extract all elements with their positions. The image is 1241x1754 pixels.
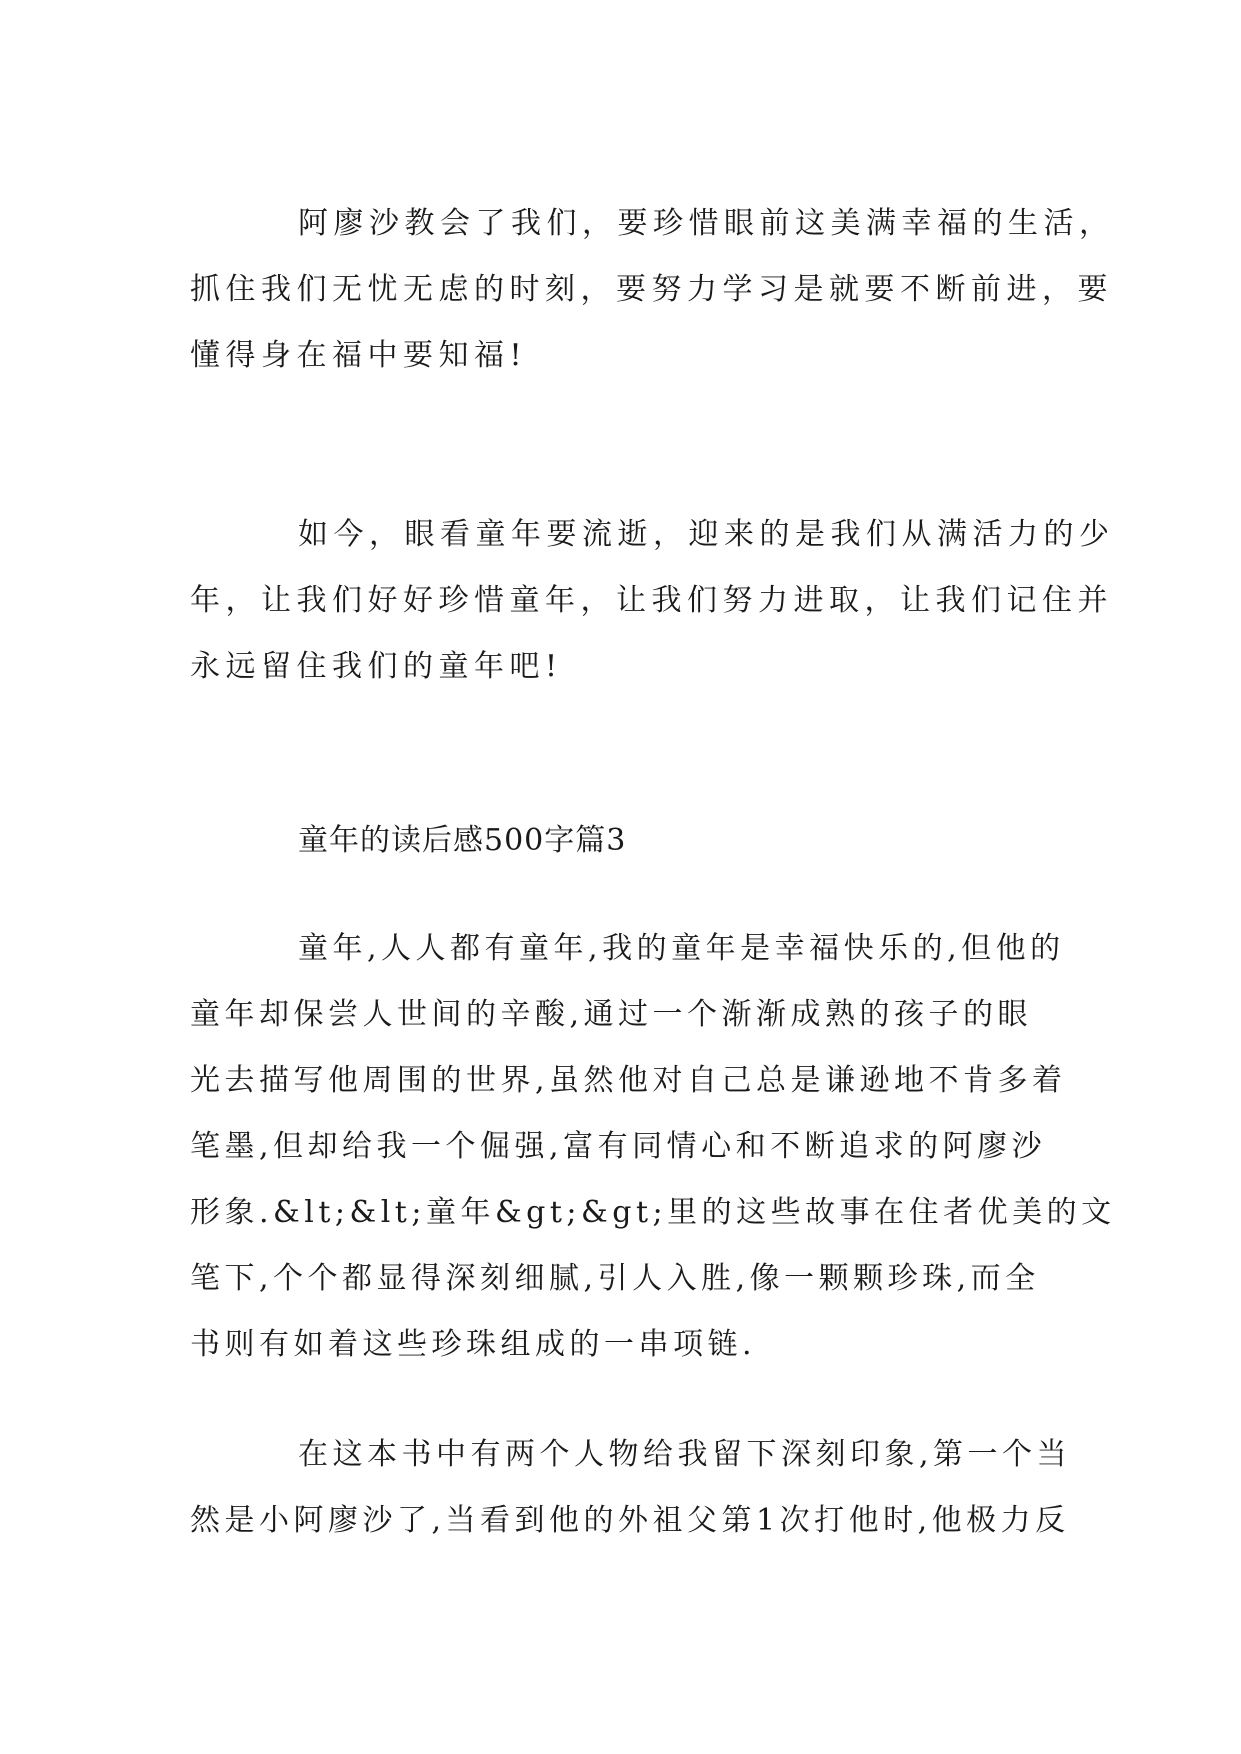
paragraph-line: 笔下,个个都显得深刻细腻,引人入胜,像一颗颗珍珠,而全 [190, 1261, 1040, 1296]
paragraph-line: 光去描写他周围的世界,虽然他对自己总是谦逊地不肯多着 [190, 1063, 1067, 1098]
paragraph-3 [190, 916, 1116, 1378]
paragraph-4 [190, 1422, 1072, 1554]
paragraph-line: 童年却保尝人世间的辛酸,通过一个渐渐成熟的孩子的眼 [190, 997, 1033, 1032]
paragraph-line: 童年,人人都有童年,我的童年是幸福快乐的,但他的 [298, 931, 1065, 966]
paragraph-line: 抓住我们无忧无虑的时刻，要努力学习是就要不断前进，要 [190, 272, 1113, 307]
section-heading [190, 808, 1060, 874]
paragraph-line: 形象.&lt;&lt;童年&gt;&gt;里的这些故事在住者优美的文 [190, 1195, 1116, 1230]
paragraph-line: 阿廖沙教会了我们，要珍惜眼前这美满幸福的生活， [298, 206, 1115, 241]
paragraph-line: 书则有如着这些珍珠组成的一串项链. [190, 1327, 757, 1362]
paragraph-line: 如今，眼看童年要流逝，迎来的是我们从满活力的少 [298, 517, 1115, 552]
paragraph-line: 永远留住我们的童年吧! [190, 649, 563, 684]
heading-line: 童年的读后感500字篇3 [298, 823, 627, 858]
paragraph-line: 然是小阿廖沙了,当看到他的外祖父第1次打他时,他极力反 [190, 1503, 1070, 1538]
paragraph-line: 在这本书中有两个人物给我留下深刻印象,第一个当 [298, 1437, 1072, 1472]
paragraph-2 [190, 502, 1115, 700]
paragraph-1 [190, 191, 1115, 389]
paragraph-line: 笔墨,但却给我一个倔强,富有同情心和不断追求的阿廖沙 [190, 1129, 1047, 1164]
paragraph-line: 懂得身在福中要知福! [190, 338, 528, 373]
paragraph-line: 年，让我们好好珍惜童年，让我们努力进取，让我们记住并 [190, 583, 1113, 618]
